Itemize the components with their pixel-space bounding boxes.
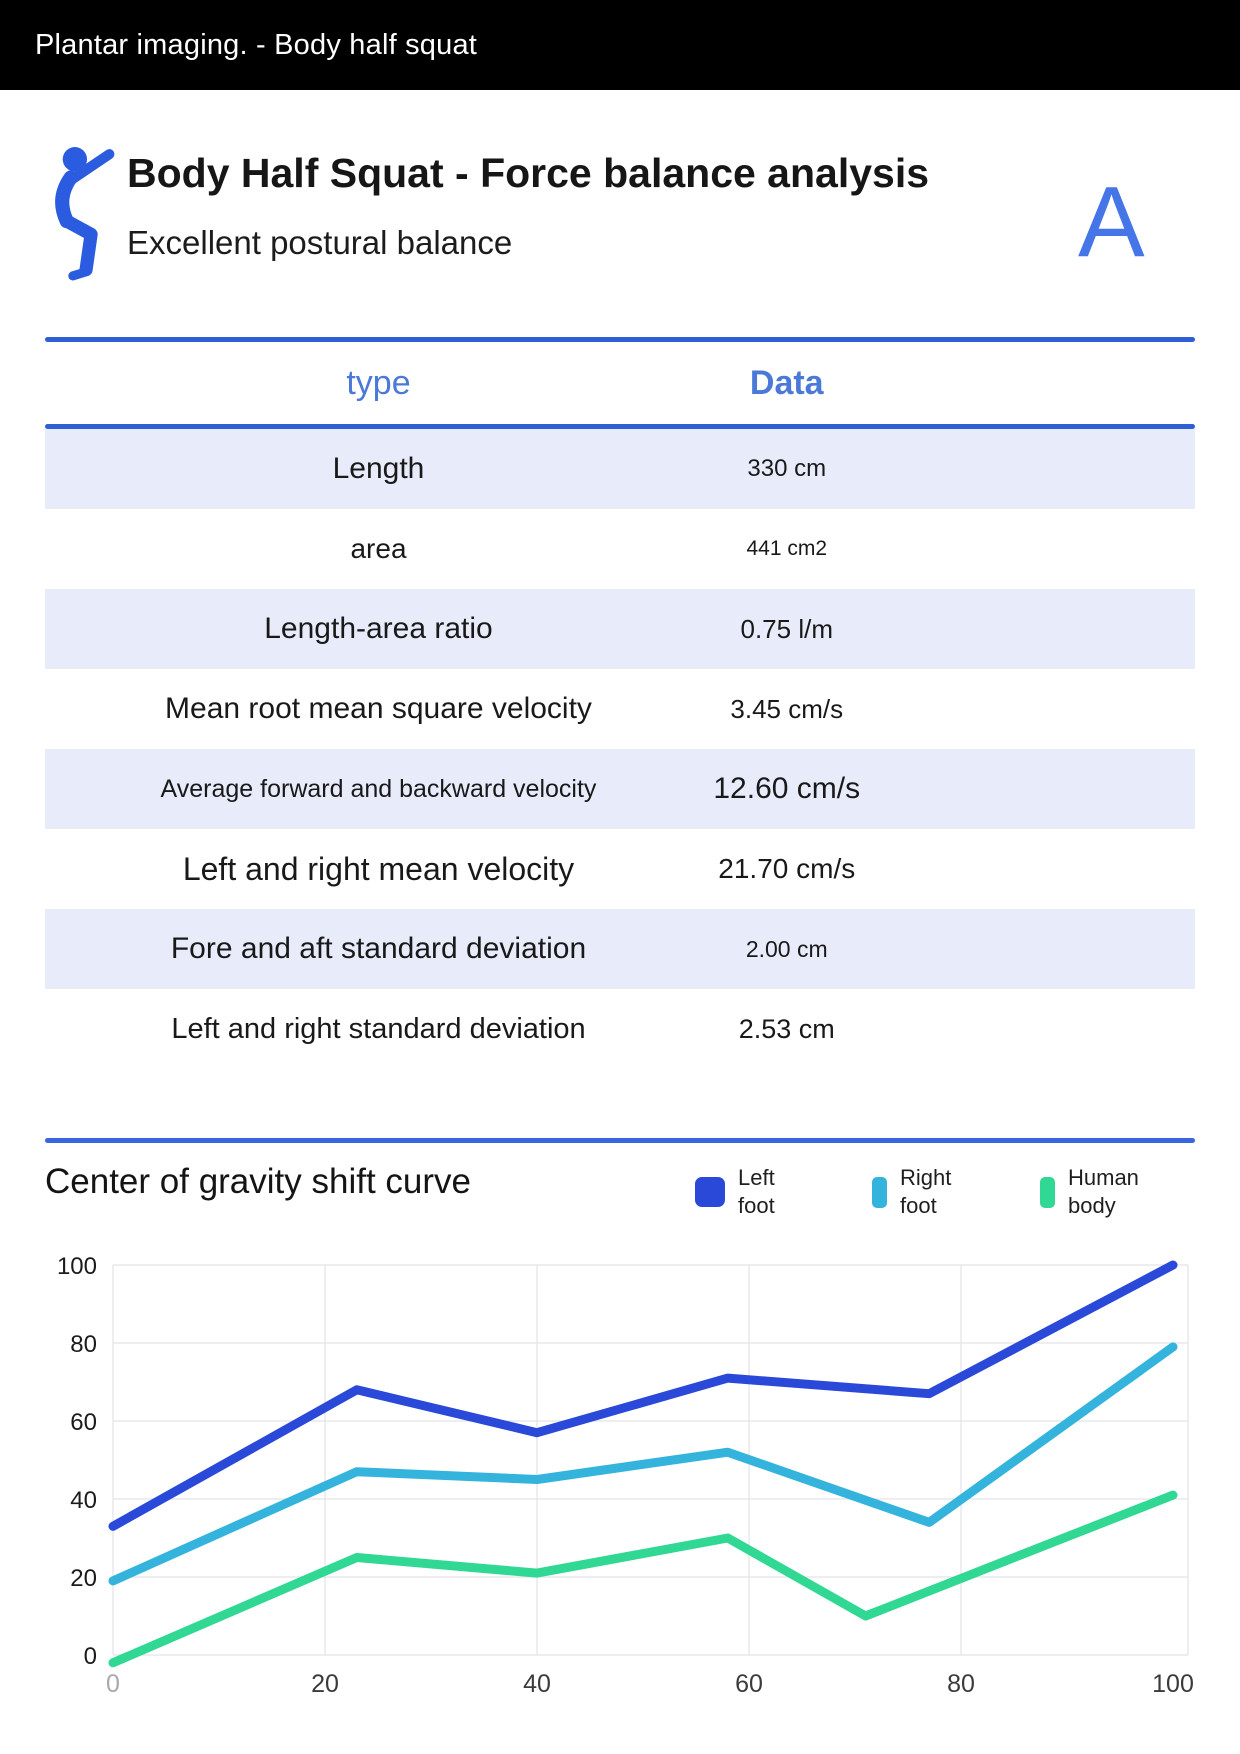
table-row [45, 509, 1195, 589]
grade-badge: A [1078, 166, 1145, 278]
legend-item-right-foot[interactable] [872, 1164, 978, 1220]
metrics-table [45, 429, 1195, 1069]
metric-label: Length [332, 452, 425, 485]
metric-label: Left and right standard deviation [171, 1012, 586, 1045]
series-line-left-foot [113, 1265, 1173, 1526]
x-axis-tick-label: 100 [1152, 1670, 1194, 1698]
table-row [45, 909, 1195, 989]
center-of-gravity-line-chart [0, 1240, 1240, 1754]
page-title: Body Half Squat - Force balance analysis [127, 150, 930, 196]
window-title-bar [0, 0, 1240, 90]
y-axis-tick-label: 100 [56, 1253, 97, 1280]
metric-label: Length-area ratio [264, 612, 493, 645]
legend-item-left-foot[interactable] [695, 1164, 816, 1220]
series-line-right-foot [113, 1347, 1173, 1581]
metric-value: 2.00 cm [745, 935, 828, 962]
table-row [45, 989, 1195, 1069]
human-body-swatch-icon [1040, 1177, 1055, 1208]
metric-value: 441 cm2 [746, 537, 828, 560]
table-header-data: Data [749, 363, 824, 402]
y-axis-tick-label: 20 [70, 1565, 97, 1592]
page-subtitle: Excellent postural balance [127, 224, 513, 261]
table-row [45, 829, 1195, 909]
metric-value: 2.53 cm [738, 1013, 835, 1044]
right-foot-swatch-icon [872, 1177, 887, 1208]
metric-label: Mean root mean square velocity [165, 692, 592, 725]
legend-label: Right foot [900, 1165, 952, 1219]
series-line-human-body [113, 1495, 1173, 1663]
metric-label: Average forward and backward velocity [160, 774, 597, 803]
metric-value: 0.75 l/m [740, 613, 833, 644]
window-title: Plantar imaging. - Body half squat [35, 28, 478, 61]
table-header-row [45, 342, 1195, 424]
legend-label: Left foot [738, 1165, 775, 1219]
table-header-type: type [346, 363, 411, 402]
x-axis-tick-label: 60 [735, 1670, 763, 1698]
squatting-person-icon [48, 143, 120, 285]
x-axis-tick-label: 20 [311, 1670, 339, 1698]
metric-value: 12.60 cm/s [713, 772, 861, 805]
y-axis-tick-label: 0 [83, 1643, 97, 1670]
divider [45, 1138, 1195, 1143]
left-foot-swatch-icon [695, 1177, 725, 1207]
chart-title: Center of gravity shift curve [45, 1162, 471, 1201]
metric-label: area [350, 533, 407, 564]
table-row [45, 429, 1195, 509]
x-axis-tick-label: 80 [947, 1670, 975, 1698]
metric-label: Fore and aft standard deviation [170, 932, 587, 965]
y-axis-tick-label: 40 [70, 1487, 97, 1514]
y-axis-tick-label: 80 [70, 1331, 97, 1358]
metric-value: 330 cm [747, 455, 827, 482]
legend-label: Human body [1068, 1165, 1139, 1219]
table-row [45, 749, 1195, 829]
y-axis-tick-label: 60 [70, 1409, 97, 1436]
metric-value: 21.70 cm/s [718, 853, 856, 884]
metric-value: 3.45 cm/s [730, 693, 844, 724]
table-row [45, 669, 1195, 749]
x-axis-tick-label: 40 [523, 1670, 551, 1698]
metric-label: Left and right mean velocity [182, 850, 575, 887]
table-row [45, 589, 1195, 669]
legend-item-human-body[interactable] [1040, 1164, 1146, 1220]
x-axis-tick-label: 0 [106, 1670, 120, 1698]
